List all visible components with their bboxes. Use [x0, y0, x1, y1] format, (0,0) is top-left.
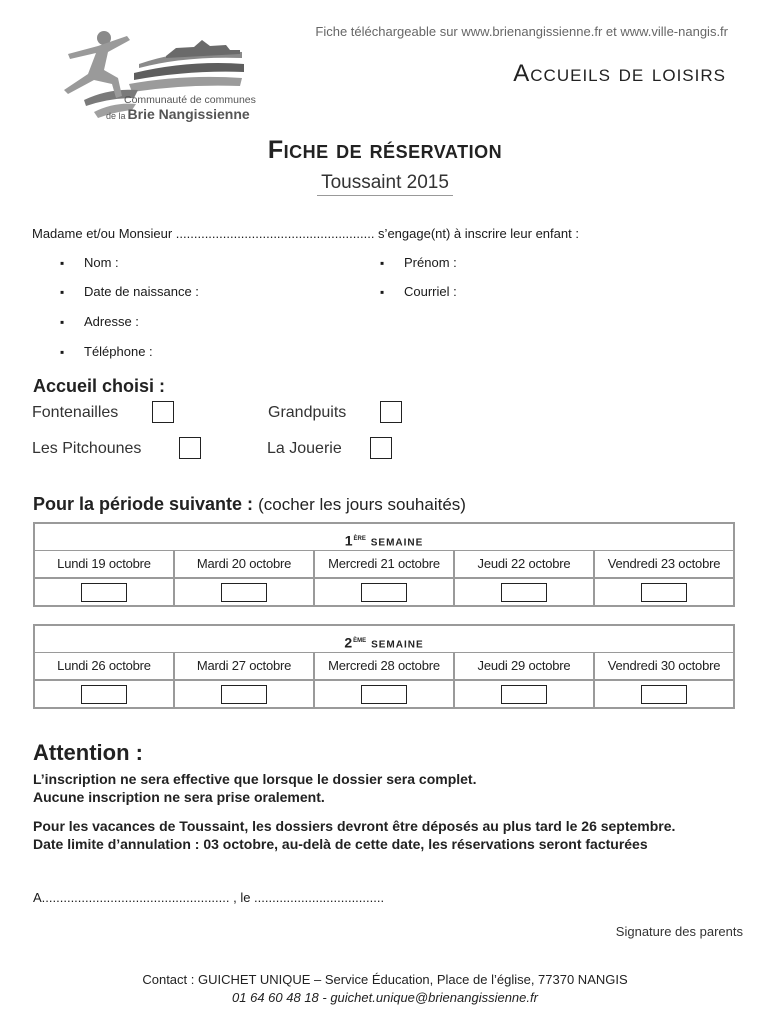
attention-line-3: Pour les vacances de Toussaint, les dossiers devront être déposés au plus tard le 26 septembre.	[33, 818, 676, 834]
week2-num: 2	[344, 634, 354, 651]
week1-day-4-checkbox[interactable]	[501, 583, 547, 602]
form-subtitle: Toussaint 2015	[317, 172, 453, 196]
week1-day-2-checkbox[interactable]	[221, 583, 267, 602]
week2-label: semaine	[371, 634, 424, 651]
attention-line-1: L’inscription ne sera effective que lorsque le dossier sera complet.	[33, 771, 477, 787]
week1-header	[35, 524, 733, 551]
week2-day-5: Vendredi 30 octobre	[607, 658, 721, 673]
field-courriel[interactable]: ▪ Courriel :	[380, 284, 457, 299]
week1-days-row	[35, 551, 733, 579]
periode-hint: (cocher les jours souhaités)	[258, 495, 466, 514]
download-note: Fiche téléchargeable sur www.brienangissienne.fr et www.ville-nangis.fr	[315, 24, 728, 39]
option-fontenailles-label: Fontenailles	[32, 404, 119, 421]
contact-line-1: Contact : GUICHET UNIQUE – Service Éducation, Place de l’église, 77370 NANGIS	[142, 972, 628, 987]
attention-line-2: Aucune inscription ne sera prise oralement.	[33, 789, 325, 805]
week2-day-3-checkbox[interactable]	[361, 685, 407, 704]
logo-name-text: Brie Nangissienne	[127, 106, 250, 122]
week1-day-2: Mardi 20 octobre	[175, 551, 315, 577]
option-pitchounes-checkbox[interactable]	[179, 437, 201, 459]
week2-days-row	[35, 653, 733, 681]
week2-check-cell	[35, 681, 175, 707]
week1-day-4: Jeudi 22 octobre	[455, 551, 595, 577]
field-date-naissance[interactable]: ▪ Date de naissance :	[60, 284, 199, 299]
periode-heading	[33, 494, 466, 515]
week2-header	[35, 626, 733, 653]
subtitle-wrap	[0, 172, 770, 196]
option-jouerie-label: La Jouerie	[267, 440, 342, 457]
week2-day-4-checkbox[interactable]	[501, 685, 547, 704]
logo-line1: Communauté de communes	[124, 94, 256, 106]
place-date-line[interactable]: A.................................................... , le ....................................	[33, 890, 385, 905]
week2-day-2-checkbox[interactable]	[221, 685, 267, 704]
option-jouerie-checkbox[interactable]	[370, 437, 392, 459]
signature-label: Signature des parents	[615, 924, 743, 939]
accueil-heading: Accueil choisi :	[33, 376, 166, 396]
week1-sup: ère	[353, 533, 366, 542]
logo-name	[106, 106, 250, 122]
logo-prefix: de la	[106, 111, 126, 121]
week2-day-5-checkbox[interactable]	[641, 685, 687, 704]
engage-line: Madame et/ou Monsieur ....................................................... s’engage(nt) à inscrire leur enfant :	[32, 226, 579, 241]
attention-line-4: Date limite d’annulation : 03 octobre, au-delà de cette date, les réservations seront facturées	[33, 836, 648, 852]
week2-day-2: Mardi 27 octobre	[175, 653, 315, 679]
week2-day-3: Mercredi 28 octobre	[315, 653, 455, 679]
week2-check-cell	[455, 681, 595, 707]
week1-day-3-checkbox[interactable]	[361, 583, 407, 602]
week1-day-1: Lundi 19 octobre	[35, 551, 175, 577]
week1-num: 1	[344, 532, 354, 549]
week1-checks-row	[35, 579, 733, 605]
week1-check-cell	[455, 579, 595, 605]
week1-check-cell	[595, 579, 733, 605]
week1-day-5-checkbox[interactable]	[641, 583, 687, 602]
field-nom[interactable]: ▪ Nom :	[60, 255, 119, 270]
field-prenom[interactable]: ▪ Prénom :	[380, 255, 457, 270]
field-telephone[interactable]: ▪ Téléphone :	[60, 344, 153, 359]
section-title: Accueils de loisirs	[513, 60, 726, 87]
option-fontenailles-checkbox[interactable]	[152, 401, 174, 423]
week2-check-cell	[315, 681, 455, 707]
week1-check-cell	[175, 579, 315, 605]
option-grandpuits-label: Grandpuits	[268, 404, 347, 421]
week1-check-cell	[35, 579, 175, 605]
week1-check-cell	[315, 579, 455, 605]
form-title: Fiche de réservation	[267, 136, 503, 164]
option-grandpuits-checkbox[interactable]	[380, 401, 402, 423]
week2-check-cell	[175, 681, 315, 707]
week1-table	[33, 522, 735, 607]
week2-check-cell	[595, 681, 733, 707]
week2-checks-row	[35, 681, 733, 707]
week2-day-4: Jeudi 29 octobre	[455, 653, 595, 679]
field-adresse[interactable]: ▪ Adresse :	[60, 314, 139, 329]
week2-day-1-checkbox[interactable]	[81, 685, 127, 704]
week2-day-1: Lundi 26 octobre	[35, 653, 175, 679]
option-pitchounes-label: Les Pitchounes	[32, 440, 142, 457]
week1-day-5: Vendredi 23 octobre	[607, 556, 721, 571]
contact-line-2: 01 64 60 48 18 - guichet.unique@brienangissienne.fr	[232, 990, 538, 1005]
week2-table	[33, 624, 735, 709]
week1-day-3: Mercredi 21 octobre	[315, 551, 455, 577]
week2-sup: ème	[353, 635, 367, 644]
attention-heading: Attention :	[33, 740, 143, 765]
week1-day-1-checkbox[interactable]	[81, 583, 127, 602]
periode-heading-text: Pour la période suivante :	[33, 494, 254, 514]
week1-label: semaine	[370, 532, 424, 549]
